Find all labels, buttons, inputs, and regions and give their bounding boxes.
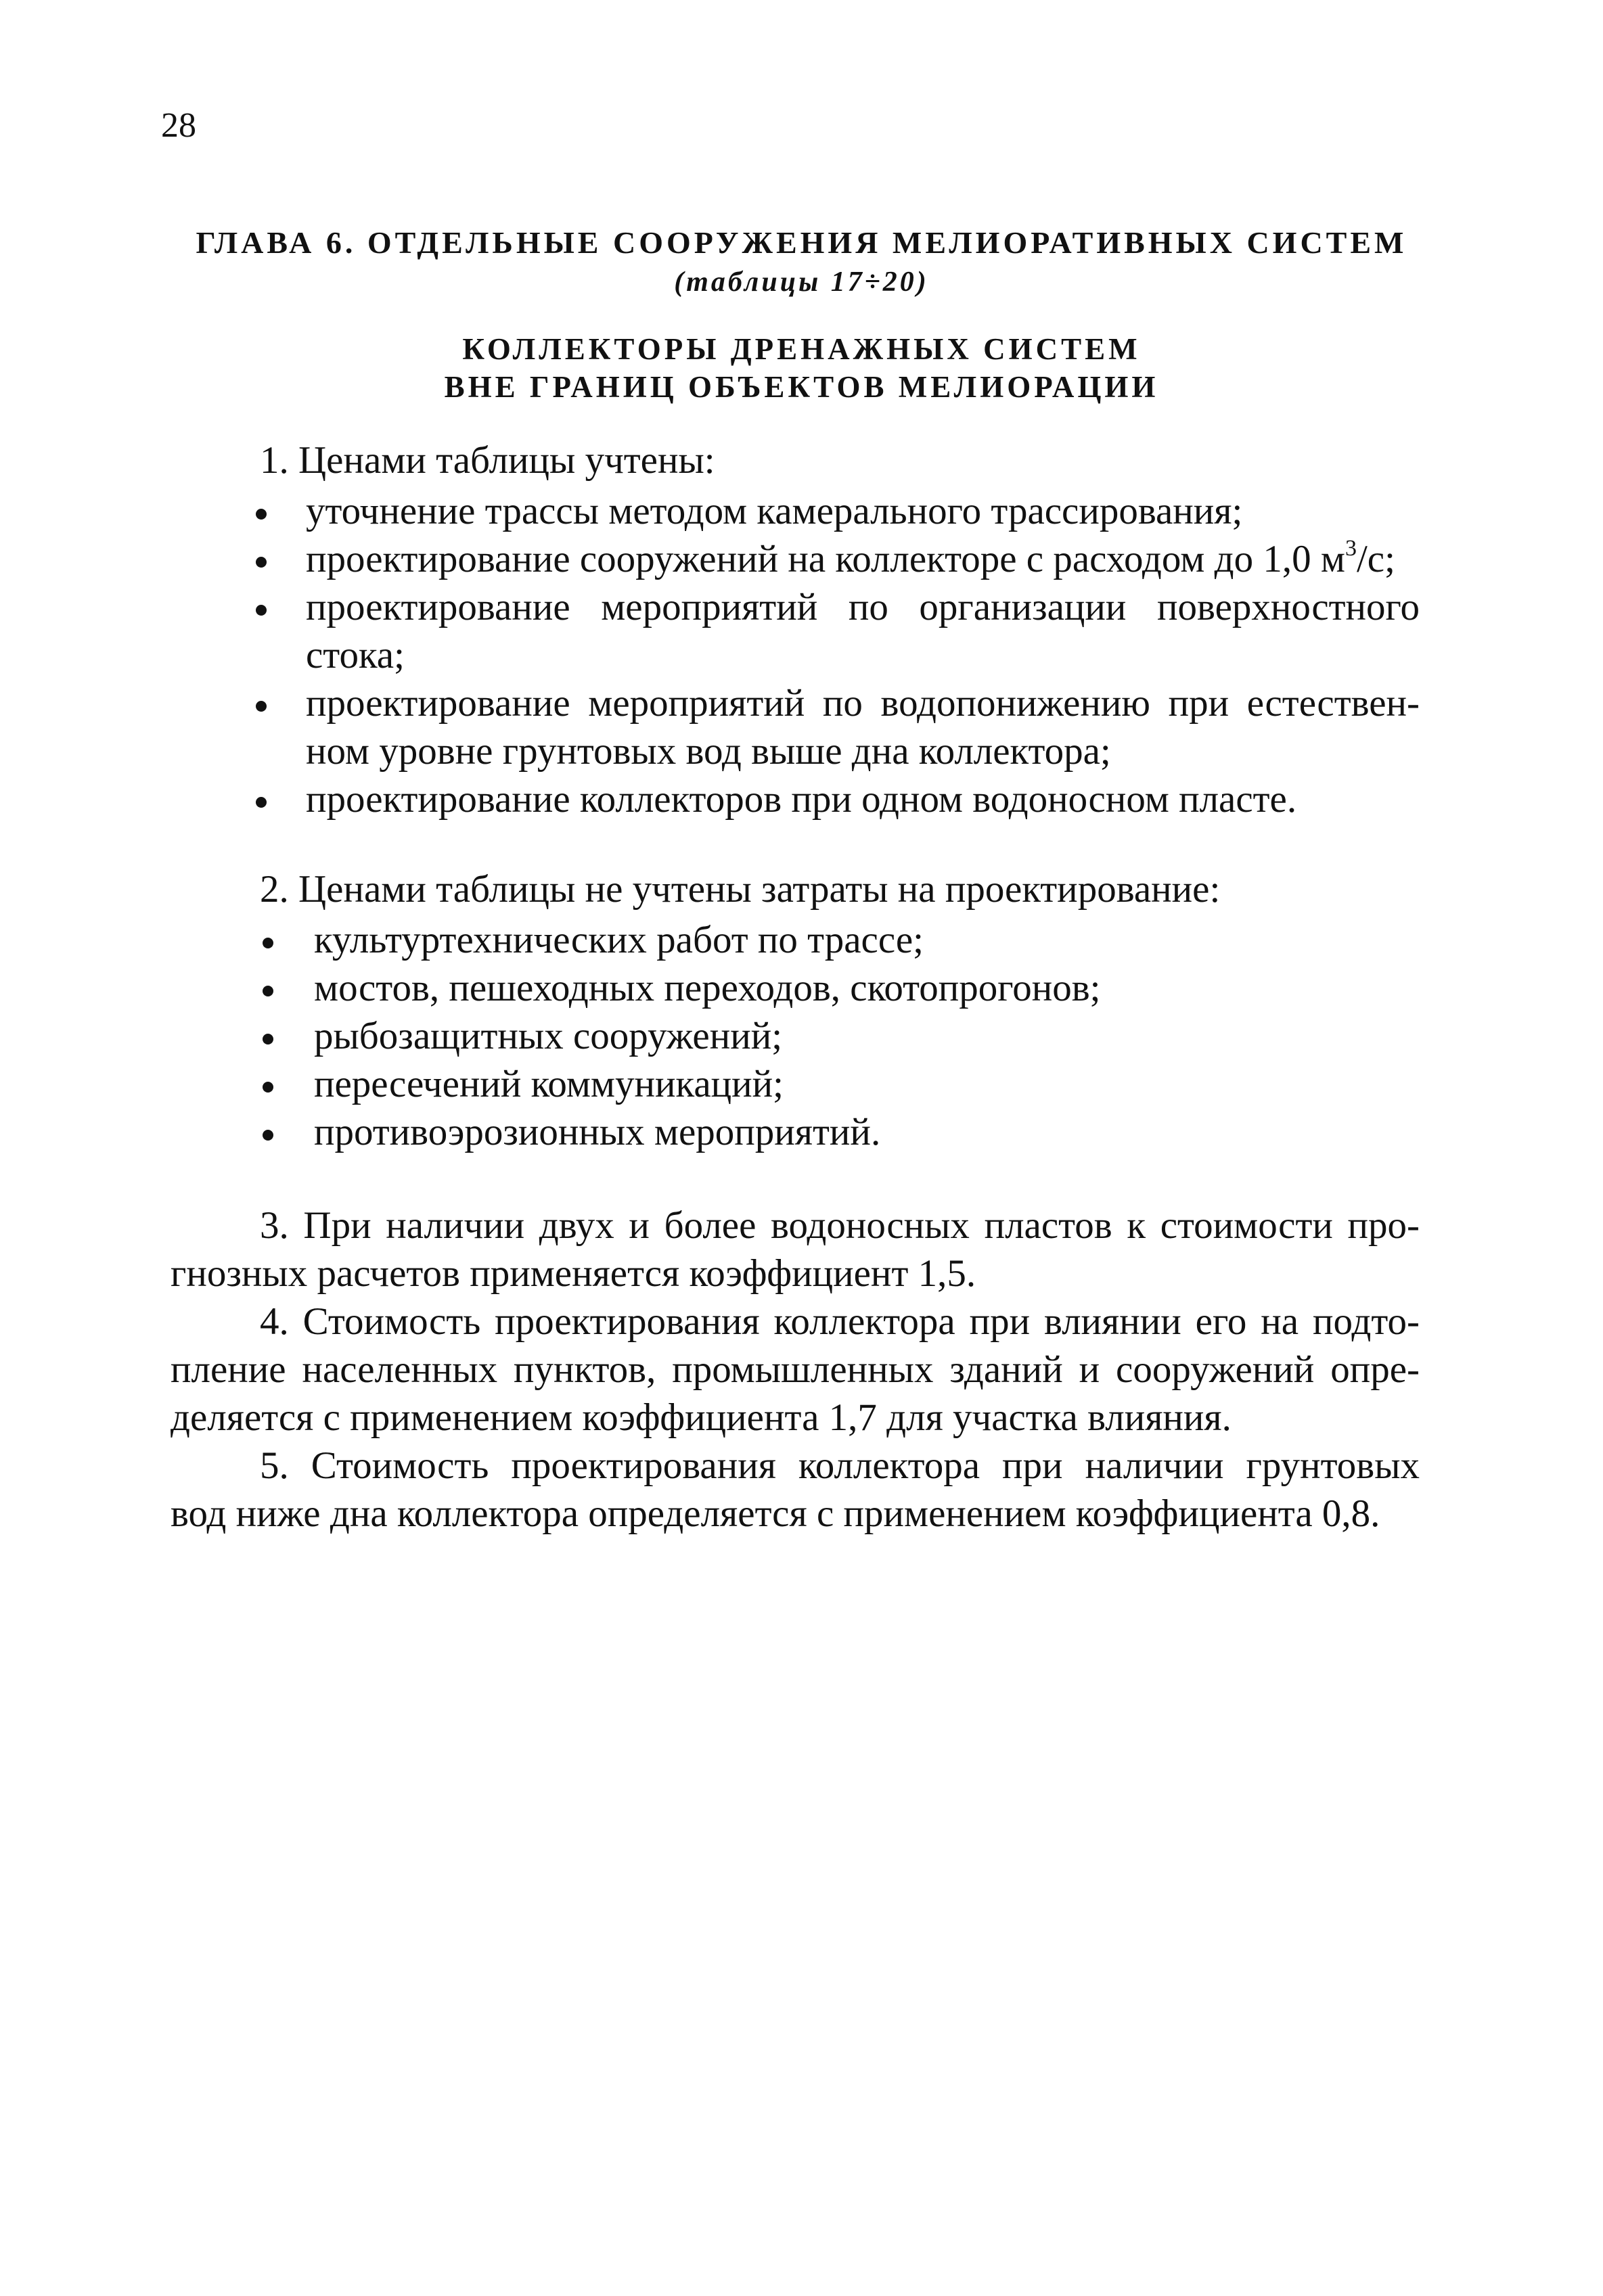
para3-line-2: гнозных расчетов применяется коэффициент 1,5. — [171, 1252, 976, 1295]
list1-item-2-text: проектирование сооружений на коллекторе с расходом до 1,0 м — [306, 538, 1345, 580]
list2-heading: 2. Ценами таблицы не учтены затраты на проектирование: — [260, 868, 1221, 911]
list2-item-4: пересечений коммуникаций; — [314, 1063, 784, 1105]
bullet-icon — [263, 986, 273, 996]
bullet-icon — [256, 701, 267, 712]
chapter-title: ГЛАВА 6. ОТДЕЛЬНЫЕ СООРУЖЕНИЯ МЕЛИОРАТИВНЫХ СИСТЕМ — [196, 225, 1407, 260]
bullet-icon — [256, 797, 267, 808]
list1-item-3-line-1: проектирование мероприятий по организации поверхностного — [306, 586, 1420, 628]
bullet-icon — [263, 938, 273, 948]
para4-line-3: деляется с применением коэффициента 1,7 для участка влияния. — [171, 1396, 1232, 1439]
para3-line-1: 3. При наличии двух и более водоносных пластов к стоимости про- — [260, 1204, 1420, 1247]
section-title — [0, 330, 1603, 406]
list1-item-2-tail: /с; — [1356, 538, 1395, 580]
list1-item-1: уточнение трассы методом камерального трассирования; — [306, 490, 1243, 532]
list1-heading: 1. Ценами таблицы учтены: — [260, 439, 715, 482]
list2-item-1: культуртехнических работ по трассе; — [314, 919, 924, 961]
list2-item-3: рыбозащитных сооружений; — [314, 1015, 783, 1057]
bullet-icon — [263, 1034, 273, 1044]
list1-item-4-line-2: ном уровне грунтовых вод выше дна коллектора; — [306, 730, 1111, 773]
list2-item-5: противоэрозионных мероприятий. — [314, 1111, 881, 1153]
para4-line-1: 4. Стоимость проектирования коллектора при влиянии его на подто- — [260, 1300, 1420, 1343]
bullet-icon — [256, 605, 267, 616]
bullet-icon — [256, 557, 267, 568]
bullet-icon — [263, 1130, 273, 1141]
section-title-line-2: ВНЕ ГРАНИЦ ОБЪЕКТОВ МЕЛИОРАЦИИ — [444, 370, 1159, 404]
bullet-icon — [263, 1082, 273, 1093]
para4-line-2: пление населенных пунктов, промышленных зданий и сооружений опре- — [171, 1348, 1420, 1391]
list1-item-4-line-1: проектирование мероприятий по водопонижению при естествен- — [306, 682, 1420, 725]
para5-line-1: 5. Стоимость проектирования коллектора при наличии грунтовых — [260, 1444, 1420, 1487]
section-title-line-1: КОЛЛЕКТОРЫ ДРЕНАЖНЫХ СИСТЕМ — [462, 332, 1141, 366]
list1-item-2 — [306, 536, 1395, 580]
list1-item-5: проектирование коллекторов при одном водоносном пласте. — [306, 778, 1297, 821]
bullet-icon — [256, 509, 267, 520]
list1-item-3-line-2: стока; — [306, 634, 405, 676]
list1-item-2-sup: 3 — [1345, 536, 1357, 561]
chapter-subtitle: (таблицы 17÷20) — [674, 267, 929, 298]
para5-line-2: вод ниже дна коллектора определяется с применением коэффициента 0,8. — [171, 1492, 1380, 1535]
list2-item-2: мостов, пешеходных переходов, скотопрогонов; — [314, 967, 1101, 1009]
page-number: 28 — [161, 106, 196, 145]
